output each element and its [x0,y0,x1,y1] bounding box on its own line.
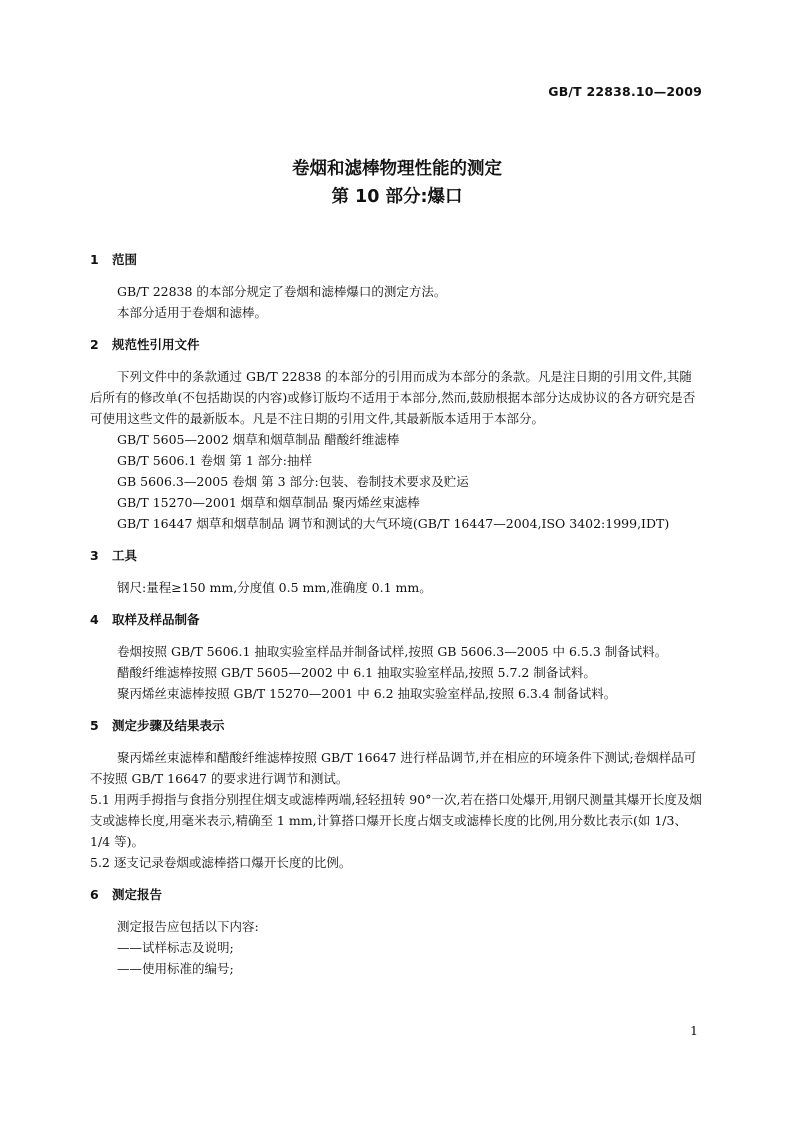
paragraph: 测定报告应包括以下内容: [117,919,259,934]
paragraph: 聚丙烯丝束滤棒和醋酸纤维滤棒按照 GB/T 16647 进行样品调节,并在相应的环境条件下测试;卷烟样品可不按照 GB/T 16647 的要求进行调节和测试。 [90,750,697,786]
list-item: ——使用标准的编号; [117,961,234,976]
section-report [90,885,704,979]
section-heading: 3 工具 [90,548,138,563]
standard-code: GB/T 22838.10—2009 [548,84,702,99]
reference-item: GB/T 15270—2001 烟草和烟草制品 聚丙烯丝束滤棒 [117,495,420,510]
clause-5-1: 5.1 用两手拇指与食指分别捏住烟支或滤棒两端,轻轻扭转 90°一次,若在搭口处爆开,用钢尺测量其爆开长度及烟支或滤棒长度,用毫米表示,精确至 1 mm,计算搭口爆开长度占烟支或滤棒长度的比例,用分数比表示(如 1/3、1/4 等)。 [90,792,702,849]
paragraph: 钢尺:量程≥150 mm,分度值 0.5 mm,准确度 0.1 mm。 [117,580,432,595]
list-item: ——试样标志及说明; [117,940,234,955]
section-procedure [90,716,704,873]
paragraph: 醋酸纤维滤棒按照 GB/T 5605—2002 中 6.1 抽取实验室样品,按照 5.7.2 制备试料。 [117,665,596,680]
reference-item: GB/T 5606.1 卷烟 第 1 部分:抽样 [117,453,312,468]
section-scope [90,250,704,323]
section-sampling [90,610,704,704]
reference-item: GB 5606.3—2005 卷烟 第 3 部分:包装、卷制技术要求及贮运 [117,474,469,489]
reference-item: GB/T 5605—2002 烟草和烟草制品 醋酸纤维滤棒 [117,432,400,447]
paragraph: GB/T 22838 的本部分规定了卷烟和滤棒爆口的测定方法。 [117,284,447,299]
section-tools [90,546,704,598]
paragraph: 本部分适用于卷烟和滤棒。 [117,305,268,320]
section-normative-references [90,335,704,534]
section-heading: 5 测定步骤及结果表示 [90,718,225,733]
section-heading: 1 范围 [90,252,138,267]
document-subtitle: 第 10 部分:爆口 [331,187,463,207]
section-heading: 4 取样及样品制备 [90,612,200,627]
clause-5-2: 5.2 逐支记录卷烟或滤棒搭口爆开长度的比例。 [90,855,352,870]
paragraph: 聚丙烯丝束滤棒按照 GB/T 15270—2001 中 6.2 抽取实验室样品,按照 6.3.4 制备试料。 [117,686,617,701]
page-number: 1 [690,1023,698,1038]
document-title: 卷烟和滤棒物理性能的测定 [292,159,502,179]
document-body [90,250,704,991]
paragraph: 下列文件中的条款通过 GB/T 22838 的本部分的引用而成为本部分的条款。凡是注日期的引用文件,其随后所有的修改单(不包括勘误的内容)或修订版均不适用于本部分,然而,鼓励根据本部分达成协议的各方研究是否可使用这些文件的最新版本。凡是不注日期的引用文件,其最新版本适用于本部分。 [90,369,696,426]
section-heading: 2 规范性引用文件 [90,337,200,352]
reference-item: GB/T 16447 烟草和烟草制品 调节和测试的大气环境(GB/T 16447—2004,ISO 3402:1999,IDT) [117,516,670,531]
section-heading: 6 测定报告 [90,887,163,902]
paragraph: 卷烟按照 GB/T 5606.1 抽取实验室样品并制备试样,按照 GB 5606.3—2005 中 6.5.3 制备试料。 [117,644,668,659]
